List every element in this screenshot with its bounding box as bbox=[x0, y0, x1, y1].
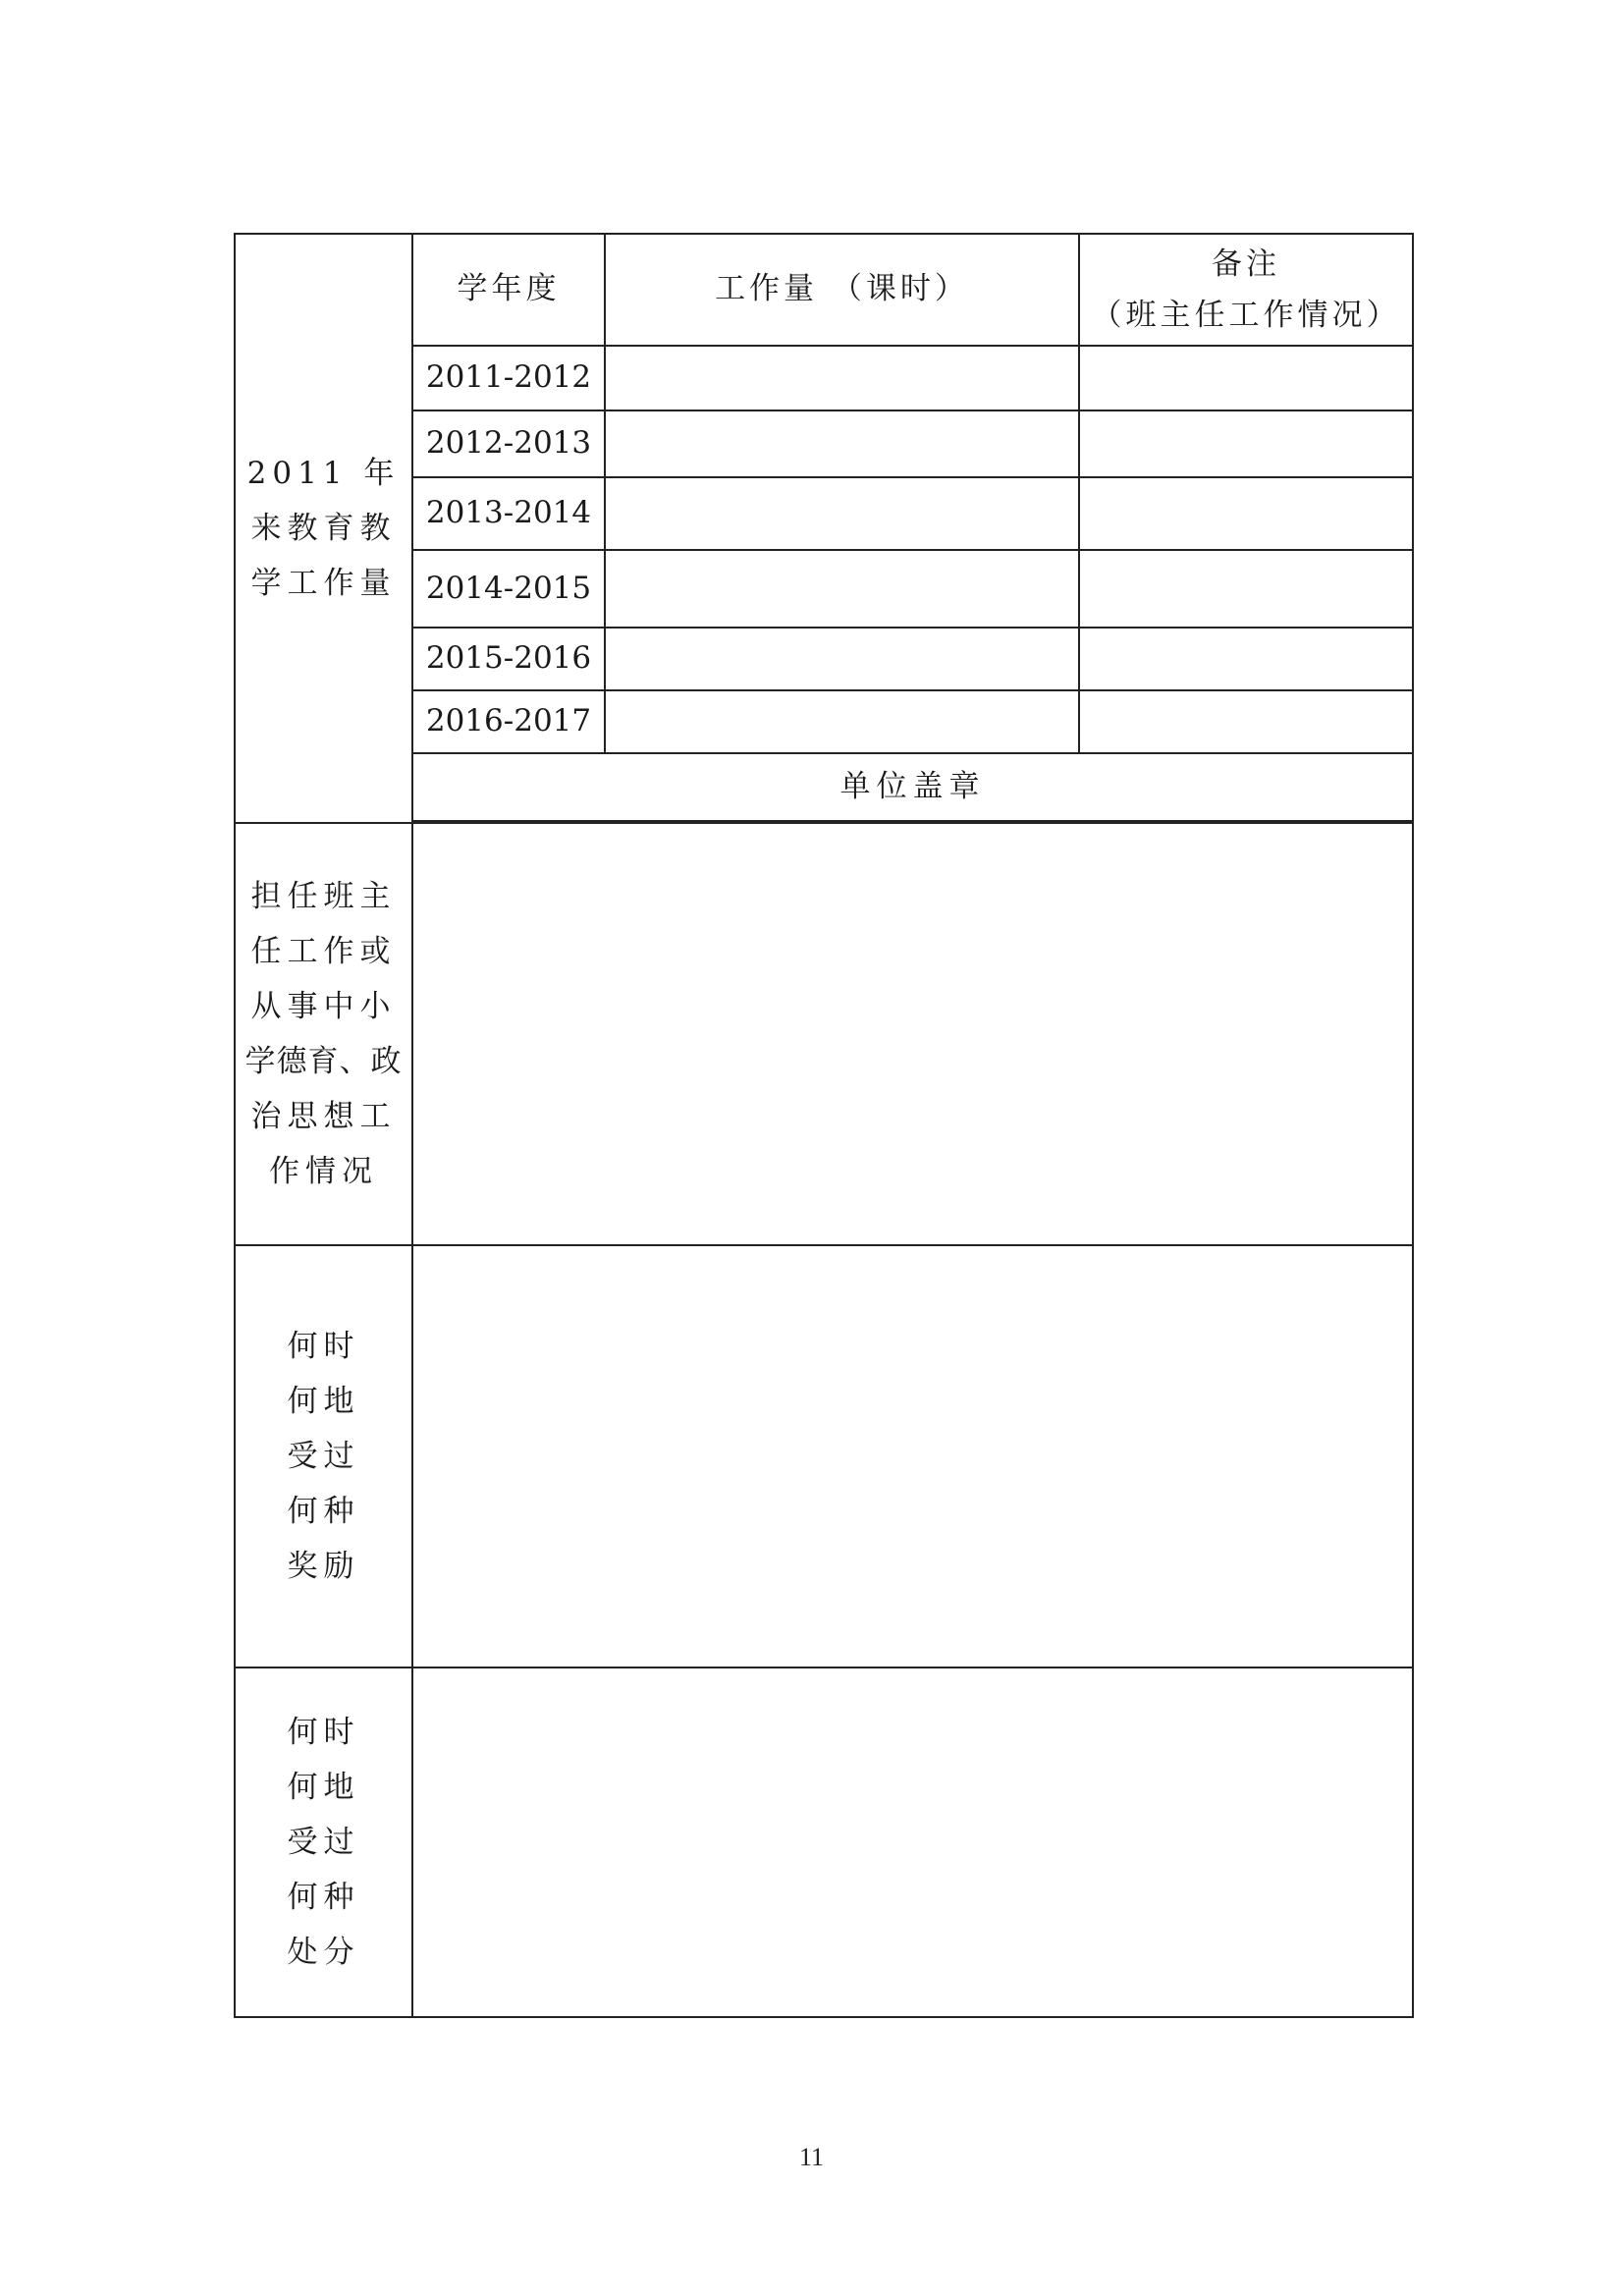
year-cell: 2011-2012 bbox=[412, 346, 605, 410]
unit-stamp-label: 单位盖章 bbox=[412, 753, 1413, 821]
label-line: 学德育、政 bbox=[244, 1044, 403, 1079]
remarks-input-cell[interactable] bbox=[1079, 550, 1413, 628]
remarks-input-cell[interactable] bbox=[1079, 346, 1413, 410]
class-teacher-content-cell[interactable] bbox=[412, 823, 1413, 1245]
label-line: 何种 bbox=[287, 1494, 360, 1529]
punishments-row bbox=[235, 1667, 1413, 2017]
workload-section-label bbox=[235, 234, 412, 823]
year-column-header: 学年度 bbox=[412, 234, 605, 346]
label-line: 从事中小 bbox=[250, 989, 397, 1024]
label-line: 作情况 bbox=[269, 1154, 378, 1189]
workload-input-cell[interactable] bbox=[605, 550, 1079, 628]
label-line: 2011 年 bbox=[246, 456, 401, 491]
label-line: 学工作量 bbox=[250, 566, 397, 601]
year-cell: 2016-2017 bbox=[412, 690, 605, 753]
label-line: 治思想工 bbox=[250, 1099, 397, 1134]
year-cell: 2014-2015 bbox=[412, 550, 605, 628]
label-line: 受过 bbox=[287, 1825, 360, 1860]
awards-section-label bbox=[235, 1245, 412, 1667]
workload-input-cell[interactable] bbox=[605, 628, 1079, 690]
label-line: 担任班主 bbox=[250, 879, 397, 914]
workload-input-cell[interactable] bbox=[605, 346, 1079, 410]
class-teacher-row bbox=[235, 823, 1413, 1245]
remarks-header-line2: （班主任工作情况） bbox=[1091, 298, 1401, 333]
remarks-input-cell[interactable] bbox=[1079, 628, 1413, 690]
remarks-header-line1: 备注 bbox=[1212, 246, 1280, 282]
punishments-section-label bbox=[235, 1667, 412, 2017]
label-line: 任工作或 bbox=[250, 934, 397, 969]
label-line: 何地 bbox=[287, 1384, 360, 1419]
label-line: 何时 bbox=[287, 1715, 360, 1750]
awards-row bbox=[235, 1245, 1413, 1667]
label-line: 何地 bbox=[287, 1770, 360, 1805]
awards-content-cell[interactable] bbox=[412, 1245, 1413, 1667]
remarks-input-cell[interactable] bbox=[1079, 477, 1413, 550]
workload-input-cell[interactable] bbox=[605, 477, 1079, 550]
application-form-table bbox=[234, 233, 1414, 2018]
label-line: 奖励 bbox=[287, 1549, 360, 1584]
label-line: 何时 bbox=[287, 1329, 360, 1364]
year-cell: 2015-2016 bbox=[412, 628, 605, 690]
label-line: 来教育教 bbox=[250, 511, 397, 546]
remarks-input-cell[interactable] bbox=[1079, 690, 1413, 753]
class-teacher-section-label bbox=[235, 823, 412, 1245]
page-number: 11 bbox=[798, 2143, 825, 2171]
workload-column-header: 工作量 （课时） bbox=[605, 234, 1079, 346]
year-cell: 2012-2013 bbox=[412, 410, 605, 477]
label-line: 受过 bbox=[287, 1439, 360, 1474]
label-line: 处分 bbox=[287, 1935, 360, 1970]
remarks-input-cell[interactable] bbox=[1079, 410, 1413, 477]
year-cell: 2013-2014 bbox=[412, 477, 605, 550]
workload-input-cell[interactable] bbox=[605, 410, 1079, 477]
remarks-column-header bbox=[1079, 234, 1413, 346]
workload-header-row bbox=[235, 234, 1413, 346]
workload-input-cell[interactable] bbox=[605, 690, 1079, 753]
punishments-content-cell[interactable] bbox=[412, 1667, 1413, 2017]
label-line: 何种 bbox=[287, 1880, 360, 1915]
